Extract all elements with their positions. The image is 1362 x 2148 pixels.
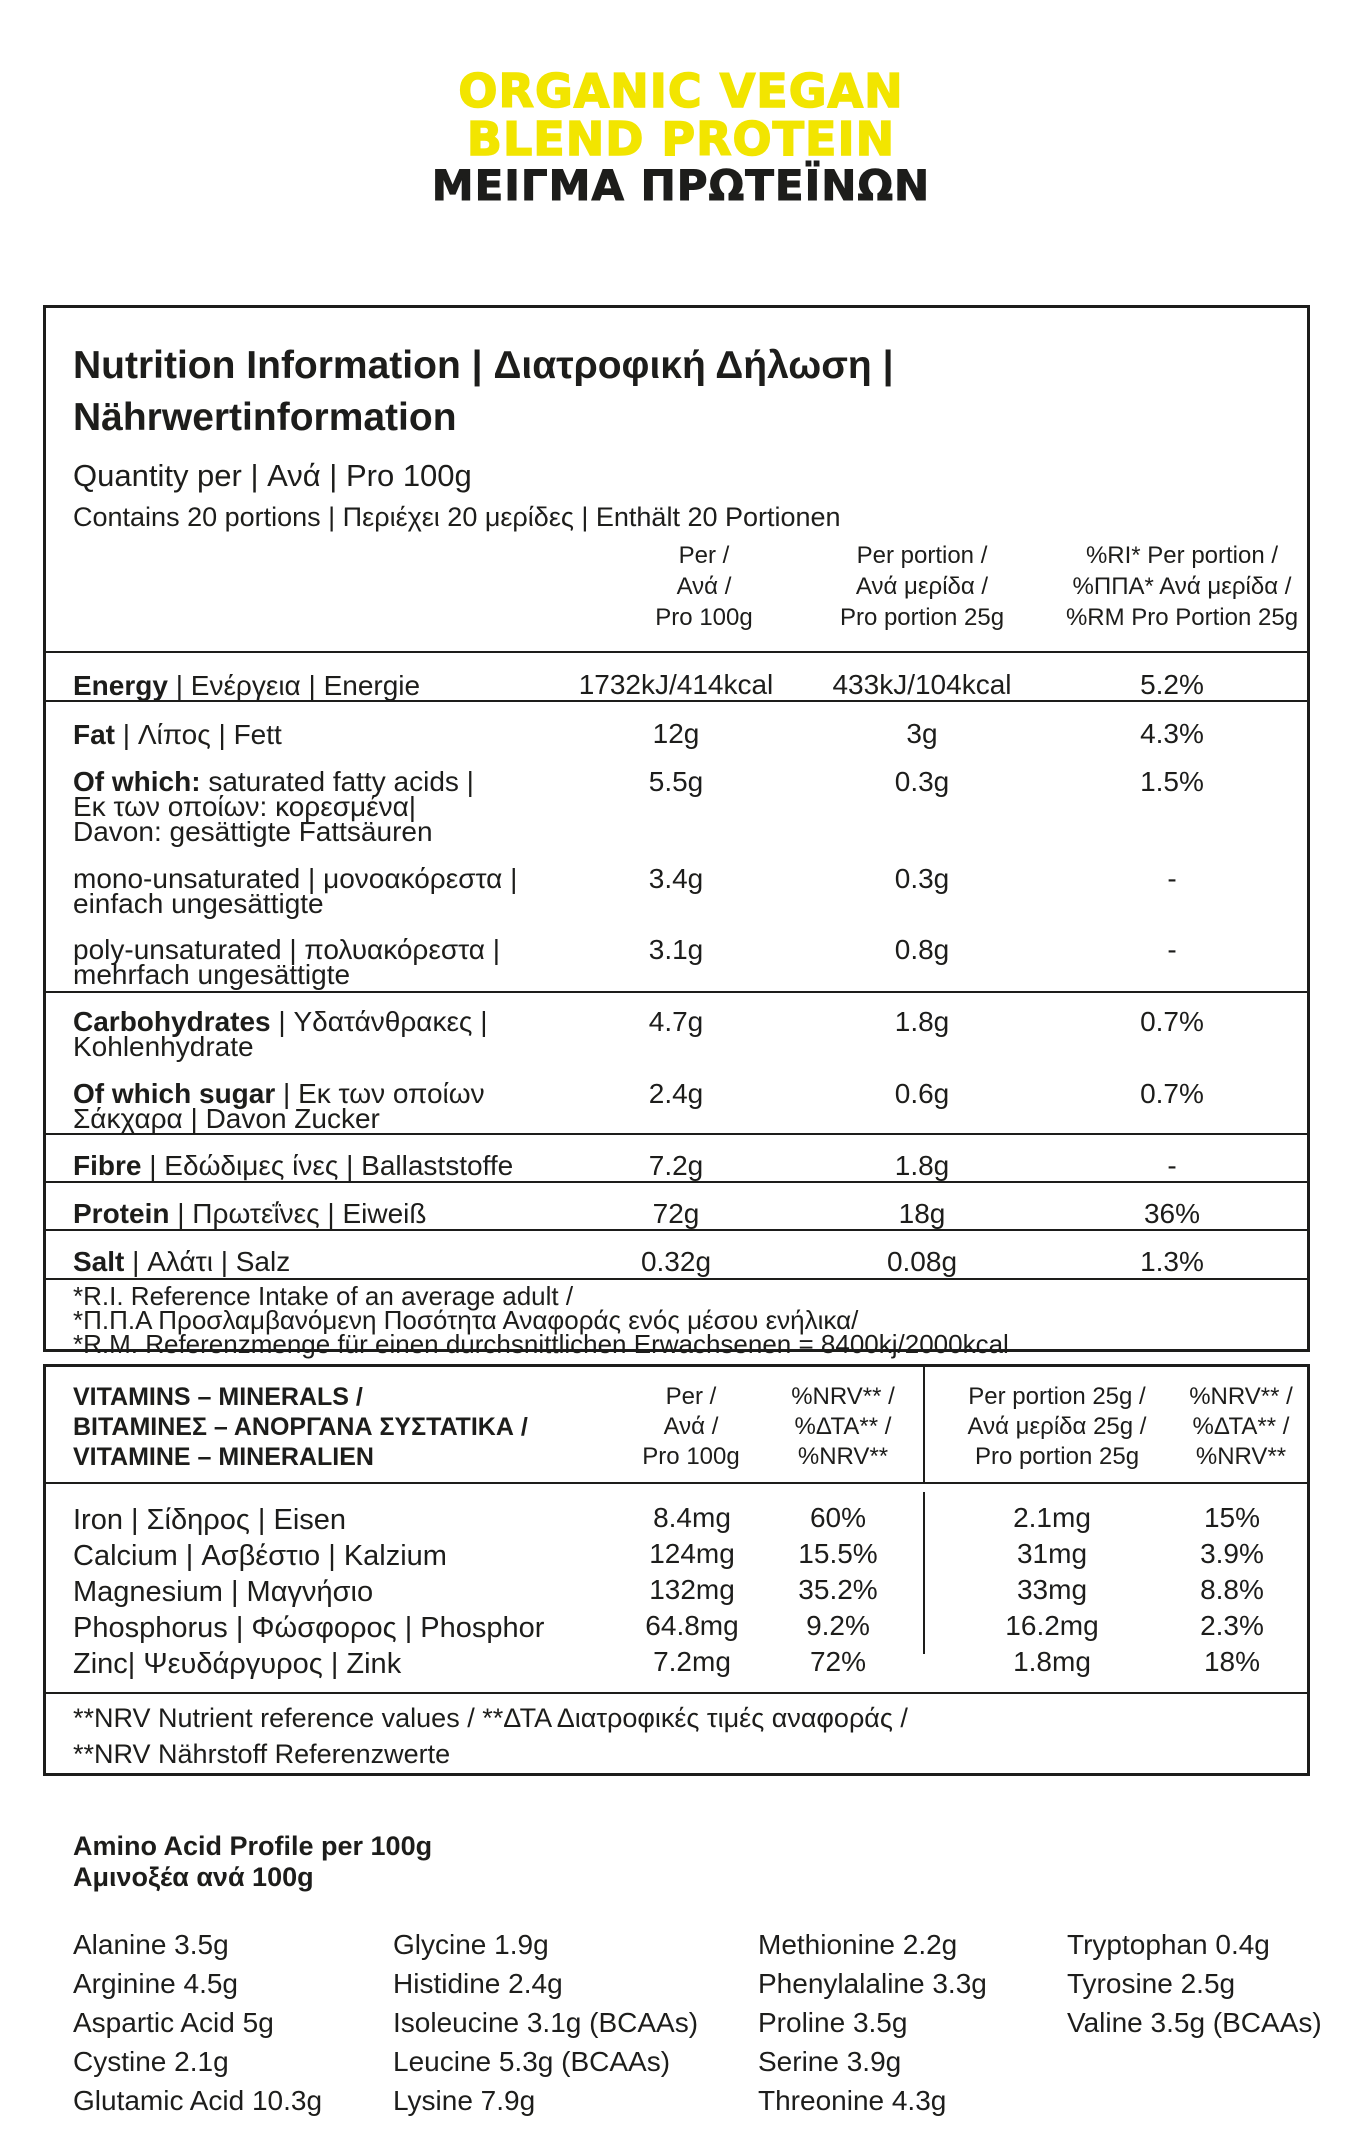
row-poly-label: poly-unsaturated | πολυακόρεστα | mehrfach ungesättigte — [73, 934, 501, 990]
row-sugar-label: Of which sugar | Εκ των οποίων Σάκχαρα | Davon Zucker — [73, 1078, 485, 1134]
amino-title: Amino Acid Profile per 100g Αμινοξέα ανά 100g — [73, 1831, 433, 1892]
portions-line: Contains 20 portions | Περιέχει 20 μερίδες | Enthält 20 Portionen — [73, 502, 841, 532]
salt-ri: 1.3% — [1140, 1246, 1204, 1277]
poly-per100: 3.1g — [648, 934, 704, 965]
poly-ri: - — [1167, 934, 1177, 965]
energy-per-portion: 433kJ/104kcal — [832, 669, 1012, 700]
mono-ri: - — [1167, 863, 1177, 894]
vm-row-phosphorus: Phosphorus | Φώσφορος | Phosphor — [73, 1612, 545, 1644]
calcium-per100: 124mg — [649, 1538, 735, 1569]
row-fibre-label: Fibre | Εδώδιμες ίνες | Ballaststoffe — [73, 1150, 514, 1181]
magnesium-per-portion: 33mg — [1016, 1574, 1088, 1605]
fibre-ri: - — [1167, 1150, 1177, 1181]
phosphorus-nrv-portion: 2.3% — [1200, 1610, 1264, 1641]
salt-per100: 0.32g — [640, 1246, 712, 1277]
product-title-line2: BLEND PROTEIN — [466, 112, 896, 166]
col-header-per-portion: Per portion / Ανά μερίδα / Pro portion 25g — [839, 542, 1005, 631]
row-saturated-label: Of which: saturated fatty acids | Εκ των οποίων: κορεσμένα| Davon: gesättigte Fattsäuren — [73, 766, 474, 847]
zinc-per-portion: 1.8mg — [1013, 1646, 1091, 1677]
vitamins-heading: VITAMINS – MINERALS / ΒΙΤΑΜΙΝΕΣ – ΑΝΟΡΓΑΝΑ ΣΥΣΤΑΤΙΚΑ / VITAMINE – MINERALIEN — [73, 1383, 528, 1471]
vm-row-iron: Iron | Σίδηρος | Eisen — [73, 1504, 347, 1536]
saturated-ri: 1.5% — [1140, 766, 1204, 797]
carbs-per-portion: 1.8g — [894, 1006, 950, 1037]
vm-col-nrv2: %NRV** / %ΔΤΑ** / %NRV** — [1189, 1383, 1293, 1470]
vitamins-minerals-table — [43, 1364, 1310, 1776]
amino-list-col4: Tryptophan 0.4g Tyrosine 2.5g Valine 3.5g (BCAAs) — [1067, 1929, 1322, 2038]
nutrition-title-line1: Nutrition Information | Διατροφική Δήλωση | — [73, 344, 894, 387]
amino-list-col1: Alanine 3.5g Arginine 4.5g Aspartic Acid 5g Cystine 2.1g Glutamic Acid 10.3g — [73, 1929, 323, 2116]
col-header-per100: Per / Ανά / Pro 100g — [655, 542, 753, 631]
amino-list-col3: Methionine 2.2g Phenylalaline 3.3g Proline 3.5g Serine 3.9g Threonine 4.3g — [758, 1929, 987, 2116]
iron-nrv: 60% — [809, 1502, 867, 1533]
magnesium-per100: 132mg — [649, 1574, 735, 1605]
mono-per-portion: 0.3g — [894, 863, 950, 894]
row-fat-label: Fat | Λίπος | Fett — [73, 719, 282, 750]
vm-row-zinc: Zinc| Ψευδάργυρος | Zink — [73, 1648, 402, 1680]
sugar-ri: 0.7% — [1140, 1078, 1204, 1109]
magnesium-nrv: 35.2% — [798, 1574, 878, 1605]
vm-row-magnesium: Magnesium | Μαγνήσιο — [73, 1576, 374, 1608]
sugar-per-portion: 0.6g — [894, 1078, 950, 1109]
vm-col-per100: Per / Ανά / Pro 100g — [642, 1383, 740, 1470]
amino-list-col2: Glycine 1.9g Histidine 2.4g Isoleucine 3.1g (BCAAs) Leucine 5.3g (BCAAs) Lysine 7.9g — [393, 1929, 699, 2116]
zinc-per100: 7.2mg — [653, 1646, 731, 1677]
protein-ri: 36% — [1143, 1198, 1201, 1229]
product-title-greek: ΜΕΙΓΜΑ ΠΡΩΤΕΪΝΩΝ — [431, 161, 931, 210]
salt-per-portion: 0.08g — [886, 1246, 958, 1277]
poly-per-portion: 0.8g — [894, 934, 950, 965]
nutrition-title-line2: Nährwertinformation — [73, 396, 457, 439]
zinc-nrv-portion: 18% — [1203, 1646, 1261, 1677]
fat-per-portion: 3g — [906, 718, 938, 749]
iron-per100: 8.4mg — [653, 1502, 731, 1533]
carbs-per100: 4.7g — [648, 1006, 704, 1037]
phosphorus-per100: 64.8mg — [645, 1610, 739, 1641]
phosphorus-per-portion: 16.2mg — [1005, 1610, 1099, 1641]
magnesium-nrv-portion: 8.8% — [1200, 1574, 1264, 1605]
saturated-per-portion: 0.3g — [894, 766, 950, 797]
zinc-nrv: 72% — [809, 1646, 867, 1677]
row-energy-label: Energy | Ενέργεια | Energie — [73, 670, 421, 701]
row-carbs-label: Carbohydrates | Υδατάνθρακες | Kohlenhydrate — [73, 1006, 488, 1062]
mono-per100: 3.4g — [648, 863, 704, 894]
protein-per-portion: 18g — [898, 1198, 946, 1229]
calcium-nrv-portion: 3.9% — [1200, 1538, 1264, 1569]
vm-col-nrv1: %NRV** / %ΔΤΑ** / %NRV** — [791, 1383, 895, 1470]
fibre-per100: 7.2g — [648, 1150, 704, 1181]
col-header-ri: %RI* Per portion / %ΠΠΑ* Ανά μερίδα / %RM Pro Portion 25g — [1065, 542, 1299, 631]
vm-row-calcium: Calcium | Ασβέστιο | Kalzium — [73, 1540, 447, 1572]
nrv-footnote-1: **NRV Nutrient reference values / **ΔΤΑ Διατροφικές τιμές αναφοράς / — [73, 1703, 908, 1733]
fat-ri: 4.3% — [1140, 718, 1204, 749]
nrv-footnote-2: **NRV Nährstoff Referenzwerte — [73, 1739, 451, 1769]
phosphorus-nrv: 9.2% — [806, 1610, 870, 1641]
fat-per100: 12g — [652, 718, 700, 749]
protein-per100: 72g — [652, 1198, 700, 1229]
row-salt-label: Salt | Αλάτι | Salz — [73, 1246, 291, 1277]
product-title-line1: ORGANIC VEGAN — [458, 64, 904, 118]
calcium-per-portion: 31mg — [1016, 1538, 1088, 1569]
nutrition-table — [43, 305, 1310, 1359]
fibre-per-portion: 1.8g — [894, 1150, 950, 1181]
row-protein-label: Protein | Πρωτεΐνες | Eiweiß — [73, 1198, 427, 1229]
iron-nrv-portion: 15% — [1203, 1502, 1261, 1533]
sugar-per100: 2.4g — [648, 1078, 704, 1109]
energy-ri: 5.2% — [1140, 669, 1204, 700]
energy-per100: 1732kJ/414kcal — [578, 669, 774, 700]
carbs-ri: 0.7% — [1140, 1006, 1204, 1037]
vm-col-per-portion: Per portion 25g / Ανά μερίδα 25g / Pro portion 25g — [967, 1383, 1147, 1470]
ri-footnote: *R.I. Reference Intake of an average adult / *Π.Π.Α Προσλαμβανόμενη Ποσότητα Αναφοράς ενός μέσου ενήλικα/ *R.M. Referenzmenge für einen durchsnittlichen Erwachsenen = 8400kj/2000kcal — [73, 1281, 1009, 1359]
saturated-per100: 5.5g — [648, 766, 704, 797]
calcium-nrv: 15.5% — [798, 1538, 878, 1569]
quantity-line: Quantity per | Ανά | Pro 100g — [73, 458, 472, 493]
row-mono-label: mono-unsaturated | μονοακόρεστα | einfach ungesättigte — [73, 863, 518, 919]
iron-per-portion: 2.1mg — [1013, 1502, 1091, 1533]
